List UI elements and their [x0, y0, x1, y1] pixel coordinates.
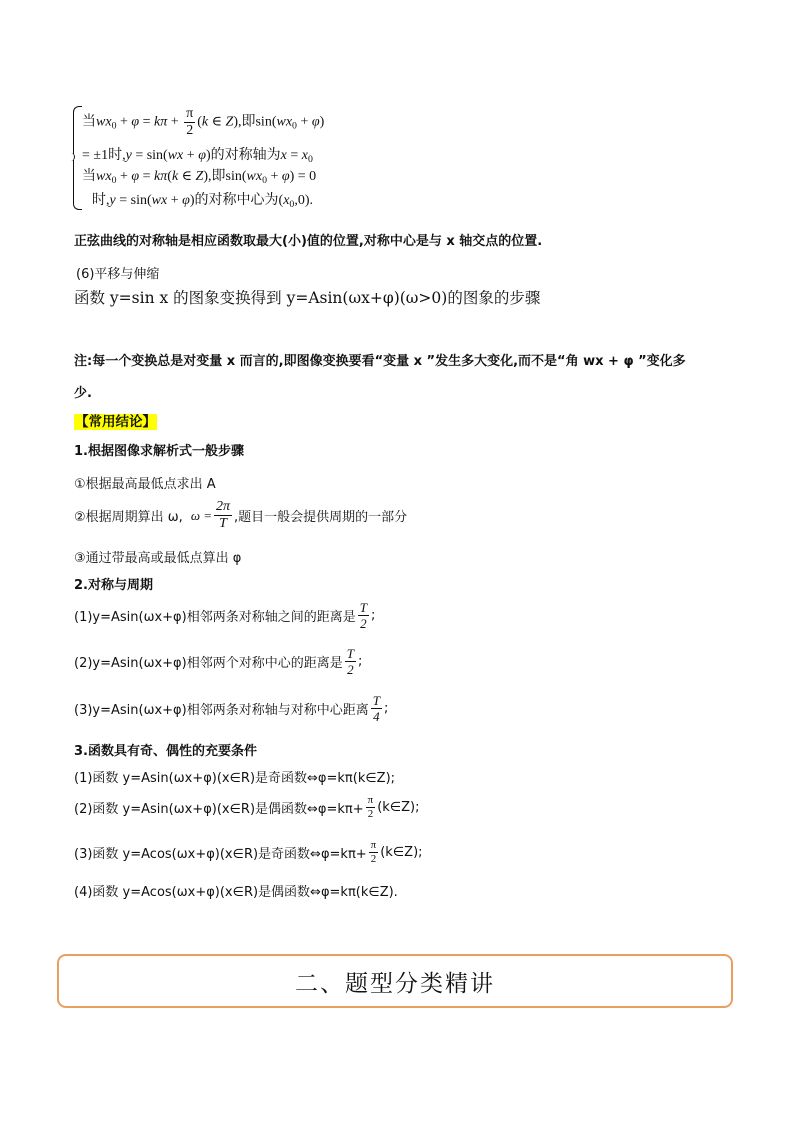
- system-line-4: 时,y = sin(wx + φ)的对称中心为$(x_0,0)$.: [92, 193, 313, 210]
- step-3: ③通过带最高或最低点算出 φ: [74, 551, 242, 566]
- pi-over-2-fraction: $\frac{\pi}{2}$: [367, 794, 374, 820]
- period-item-2: (2)y=Asin(ωx+φ)相邻两个对称中心的距离是 $\frac{T}{2}$ ;: [74, 646, 363, 677]
- t-over-2-fraction: $\frac{T}{2}$: [346, 646, 354, 677]
- heading-3: 3.函数具有奇、偶性的充要条件: [74, 744, 257, 759]
- system-line-1: 当$wx_0 + \varphi = k\pi$ + $\frac{\pi}{2}$ (k ∈ Z),即$\sin(wx_0 + \varphi)$: [82, 106, 325, 138]
- transform-line: 函数 y=sin x 的图象变换得到 y=Asin(ωx+φ)(ω>0)的图象的步骤: [74, 289, 541, 307]
- system-line-3: 当$wx_0 + \varphi = k\pi(k$ ∈ Z),即$\sin(wx_0 + \varphi) = 0$: [82, 169, 317, 186]
- period-item-3: (3)y=Asin(ωx+φ)相邻两条对称轴与对称中心距离 $\frac{T}{4}$ ;: [74, 693, 389, 724]
- parity-item-4: (4)函数 y=Acos(ωx+φ)(x∈R)是偶函数⇔φ=kπ(k∈Z).: [74, 885, 398, 900]
- t-over-2-fraction: $\frac{T}{2}$: [359, 600, 367, 631]
- system-line-2: = ±1时,y = sin(wx + φ)的对称轴为$x = x_0$: [82, 148, 313, 165]
- sine-axis-note: 正弦曲线的对称轴是相应函数取最大(小)值的位置,对称中心是与 x 轴交点的位置.: [74, 234, 543, 249]
- heading-2: 2.对称与周期: [74, 578, 153, 593]
- note-line-1: 注:每一个变换总是对变量 x 而言的,即图像变换要看“变量 x ”发生多大变化,而不是“角 wx + φ ”变化多: [74, 354, 686, 369]
- parity-item-2: (2)函数 y=Asin(ωx+φ)(x∈R)是偶函数⇔φ=kπ+ $\frac{\pi}{2}$ (k∈Z);: [74, 794, 420, 820]
- step-1: ①根据最高最低点求出 A: [74, 477, 216, 492]
- heading-1: 1.根据图像求解析式一般步骤: [74, 444, 244, 459]
- period-item-1: (1)y=Asin(ωx+φ)相邻两条对称轴之间的距离是 $\frac{T}{2}$ ;: [74, 600, 376, 631]
- conclusion-tag: 【常用结论】: [75, 414, 156, 430]
- parity-item-1: (1)函数 y=Asin(ωx+φ)(x∈R)是奇函数⇔φ=kπ(k∈Z);: [74, 771, 396, 786]
- translate-heading: (6)平移与伸缩: [76, 267, 160, 282]
- t-over-4-fraction: $\frac{T}{4}$: [372, 693, 380, 724]
- parity-item-3: (3)函数 y=Acos(ωx+φ)(x∈R)是奇函数⇔φ=kπ+ $\frac{\pi}{2}$ (k∈Z);: [74, 839, 423, 865]
- section-title-box: [57, 954, 733, 1008]
- pi-over-2-fraction: $\frac{\pi}{2}$: [186, 106, 194, 138]
- two-pi-over-t-fraction: $\frac{2\pi}{T}$: [216, 499, 231, 531]
- step-2: ②根据周期算出 ω, ω = $\frac{2\pi}{T}$ ,题目一般会提供周期的一部分: [74, 499, 408, 531]
- pi-over-2-fraction: $\frac{\pi}{2}$: [370, 839, 377, 865]
- note-line-2: 少.: [74, 386, 92, 401]
- section-title: 二、题型分类精讲: [295, 970, 495, 997]
